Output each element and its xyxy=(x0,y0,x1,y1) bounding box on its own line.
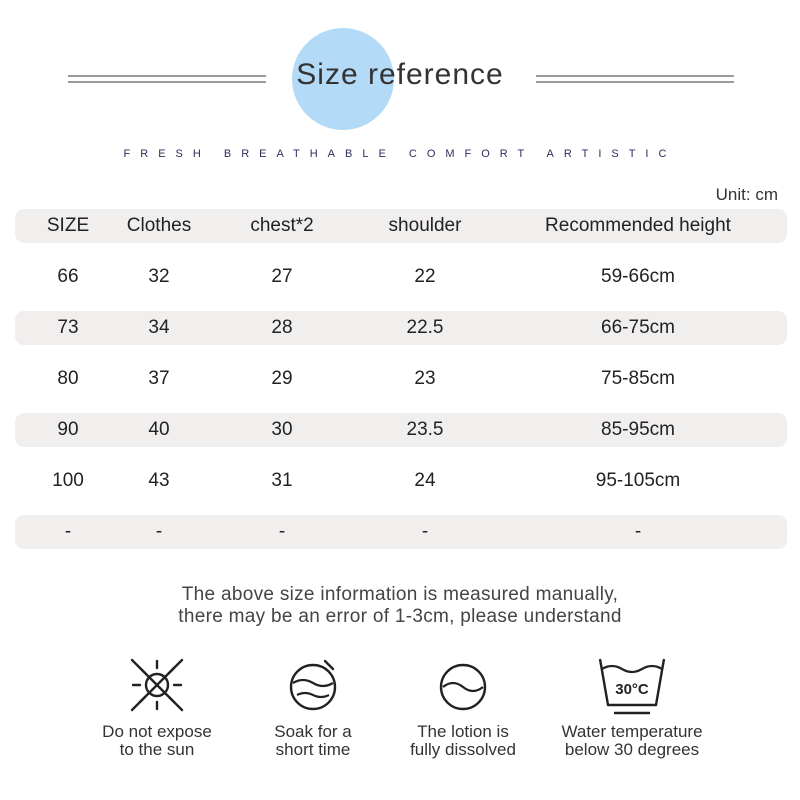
column-header-size: SIZE xyxy=(46,215,90,236)
care-label-line2: below 30 degrees xyxy=(564,740,700,759)
care-label-line2: short time xyxy=(275,740,351,759)
care-label-line2: to the sun xyxy=(119,740,195,759)
page-title: Size reference xyxy=(296,58,504,91)
table-row xyxy=(15,413,787,447)
measurement-note-line1: The above size information is measured manually, xyxy=(181,584,619,605)
cell-clothes: 32 xyxy=(148,266,170,287)
cell-shoulder: 23 xyxy=(414,368,436,389)
cell-chest: - xyxy=(278,521,286,542)
soak-icon xyxy=(283,655,343,715)
care-label-line1: Do not expose xyxy=(102,722,212,741)
cell-chest: 29 xyxy=(271,368,293,389)
cell-chest: 31 xyxy=(271,470,293,491)
cell-shoulder: 24 xyxy=(414,470,436,491)
cell-height: 59-66cm xyxy=(601,266,675,287)
cell-height: 75-85cm xyxy=(601,368,675,389)
table-header-row xyxy=(15,209,787,243)
wash-temperature-label: 30°C xyxy=(615,681,649,698)
no-sun-icon xyxy=(127,655,187,715)
measurement-note-line2: there may be an error of 1-3cm, please understand xyxy=(178,606,622,627)
cell-shoulder: - xyxy=(421,521,429,542)
cell-clothes: 43 xyxy=(148,470,170,491)
care-item-dissolve xyxy=(388,655,538,759)
cell-chest: 28 xyxy=(271,317,293,338)
care-label-line1: Soak for a xyxy=(274,722,352,741)
page-subtitle: FRESH BREATHABLE COMFORT ARTISTIC xyxy=(123,148,677,160)
unit-label: Unit: cm xyxy=(715,185,778,204)
cell-size: 80 xyxy=(57,368,79,389)
table-row xyxy=(15,260,787,294)
cell-clothes: 34 xyxy=(148,317,170,338)
column-header-shoulder: shoulder xyxy=(388,215,462,236)
care-item-no-sun xyxy=(82,655,232,759)
cell-shoulder: 23.5 xyxy=(406,419,444,440)
table-row xyxy=(15,515,787,549)
cell-clothes: 37 xyxy=(148,368,170,389)
table-row xyxy=(15,311,787,345)
cell-clothes: 40 xyxy=(148,419,170,440)
cell-chest: 27 xyxy=(271,266,293,287)
cell-size: 90 xyxy=(57,419,79,440)
size-table xyxy=(15,209,787,566)
care-label-line2: fully dissolved xyxy=(410,740,516,759)
cell-chest: 30 xyxy=(271,419,293,440)
cell-size: - xyxy=(64,521,72,542)
cell-shoulder: 22.5 xyxy=(406,317,444,338)
care-item-wash-30 xyxy=(552,655,712,759)
cell-height: 85-95cm xyxy=(601,419,675,440)
care-item-soak xyxy=(238,655,388,759)
care-label-line1: Water temperature xyxy=(561,722,703,741)
table-row xyxy=(15,362,787,396)
dissolve-icon xyxy=(433,655,493,715)
cell-size: 73 xyxy=(57,317,79,338)
table-row xyxy=(15,464,787,498)
cell-clothes: - xyxy=(155,521,163,542)
care-label-line1: The lotion is xyxy=(417,722,509,741)
cell-size: 100 xyxy=(52,470,84,491)
cell-height: - xyxy=(634,521,642,542)
column-header-recommended-height: Recommended height xyxy=(545,215,731,236)
cell-shoulder: 22 xyxy=(414,266,436,287)
column-header-clothes: Clothes xyxy=(126,215,192,236)
cell-size: 66 xyxy=(57,266,79,287)
cell-height: 95-105cm xyxy=(595,470,681,491)
wash-30-icon xyxy=(592,655,672,717)
column-header-chest: chest*2 xyxy=(250,215,314,236)
cell-height: 66-75cm xyxy=(601,317,675,338)
